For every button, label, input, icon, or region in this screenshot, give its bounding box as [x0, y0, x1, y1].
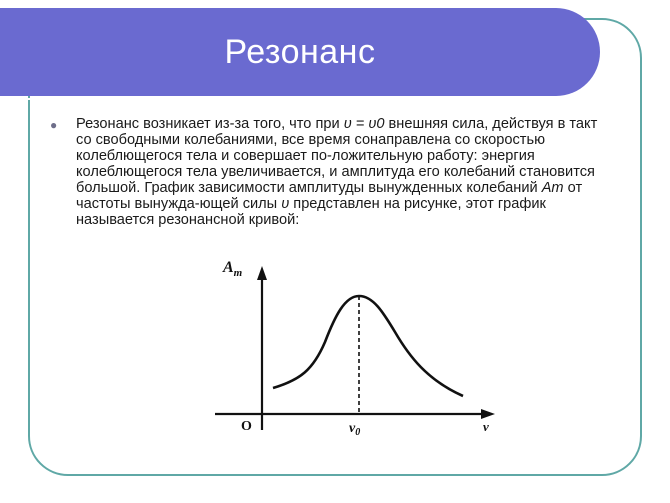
text-part-4: представлен на рисунке, этот график называется резонансной кривой: — [76, 196, 546, 228]
x-axis-label: ν — [483, 419, 489, 434]
resonance-curve — [273, 296, 463, 396]
y-axis-label: $A_m$ — [223, 259, 243, 279]
title-underline — [0, 98, 592, 100]
slide-title: Резонанс — [224, 32, 376, 71]
peak-frequency-label: $\nu_0$ — [349, 421, 361, 438]
text-part-1: Резонанс возникает из-за того, что при — [76, 116, 344, 132]
text-part-2: внешняя сила, действуя в такт со свободными колебаниями, все время сонаправлена со скоростью колеблющегося тела и совершает по-ложительную работу: энергия колеблющегося тела увеличивается, и амплитуда его колебаний становится большой. График зависимости амплитуды вынужденных колебаний — [76, 116, 598, 196]
text-part-3: от частоты вынужда-ющей силы — [76, 180, 583, 212]
bullet-icon: ● — [50, 118, 58, 132]
amplitude-symbol: Am — [541, 180, 564, 196]
resonance-condition: υ = υ0 — [343, 116, 385, 132]
y-axis-arrow-icon — [257, 266, 267, 280]
resonance-curve-figure — [205, 252, 505, 442]
frequency-symbol: υ — [281, 196, 290, 212]
body-paragraph — [76, 116, 606, 228]
x-axis-arrow-icon — [481, 409, 495, 419]
origin-label: O — [241, 419, 252, 434]
